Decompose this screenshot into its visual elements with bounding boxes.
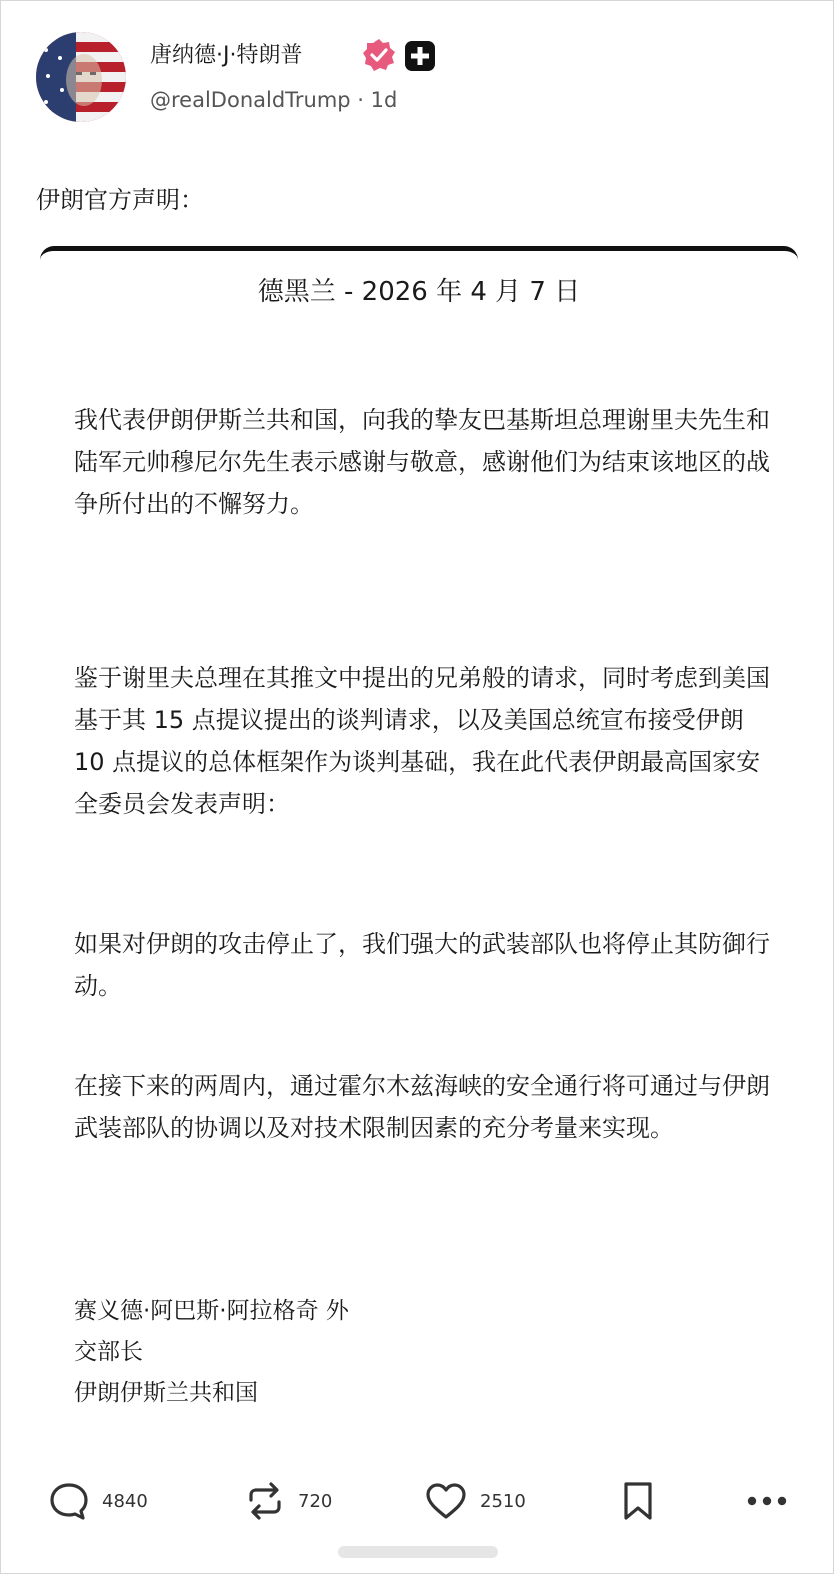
plus-badge-icon	[404, 40, 436, 72]
more-icon	[744, 1480, 790, 1522]
statement-paragraph: 如果对伊朗的攻击停止了，我们强大的武装部队也将停止其防御行动。	[74, 930, 770, 1000]
bookmark-icon	[620, 1480, 656, 1522]
statement-paragraph: 鉴于谢里夫总理在其推文中提出的兄弟般的请求，同时考虑到美国基于其 15 点提议提出的谈判请求，以及美国总统宣布接受伊朗 10 点提议的总体框架作为谈判基础，我在此代表伊朗最高国家安全委员会发表声明：	[74, 664, 770, 818]
repost-button[interactable]	[244, 1478, 332, 1524]
heart-icon	[424, 1480, 468, 1522]
reply-icon	[48, 1480, 90, 1522]
reply-button[interactable]	[48, 1478, 148, 1524]
handle-and-time[interactable]: @realDonaldTrump · 1d	[150, 88, 398, 112]
repost-icon	[244, 1480, 286, 1522]
verified-badge-icon	[362, 38, 396, 72]
repost-count: 720	[298, 1490, 333, 1512]
signature-line: 伊朗伊斯兰共和国	[74, 1380, 258, 1406]
signature-line: 赛义德·阿巴斯·阿拉格奇 外	[74, 1298, 349, 1324]
signature-line: 交部长	[74, 1339, 143, 1365]
statement-image[interactable]	[40, 246, 798, 1456]
reply-count: 4840	[102, 1490, 148, 1512]
statement-signature	[74, 1291, 349, 1414]
post-text: 伊朗官方声明：	[36, 186, 204, 214]
avatar[interactable]	[36, 32, 126, 122]
author-name[interactable]: 唐纳德·J·特朗普	[150, 43, 303, 68]
statement-dateline: 德黑兰 - 2026 年 4 月 7 日	[257, 277, 581, 307]
bookmark-button[interactable]	[620, 1478, 656, 1524]
home-indicator	[338, 1546, 498, 1558]
action-bar	[0, 1470, 836, 1534]
statement-paragraph: 我代表伊朗伊斯兰共和国，向我的挚友巴基斯坦总理谢里夫先生和陆军元帅穆尼尔先生表示感谢与敬意，感谢他们为结束该地区的战争所付出的不懈努力。	[74, 406, 770, 518]
like-count: 2510	[480, 1490, 526, 1512]
like-button[interactable]	[424, 1478, 526, 1524]
more-button[interactable]	[744, 1478, 790, 1524]
statement-paragraph: 在接下来的两周内，通过霍尔木兹海峡的安全通行将可通过与伊朗武装部队的协调以及对技术限制因素的充分考量来实现。	[74, 1072, 770, 1142]
